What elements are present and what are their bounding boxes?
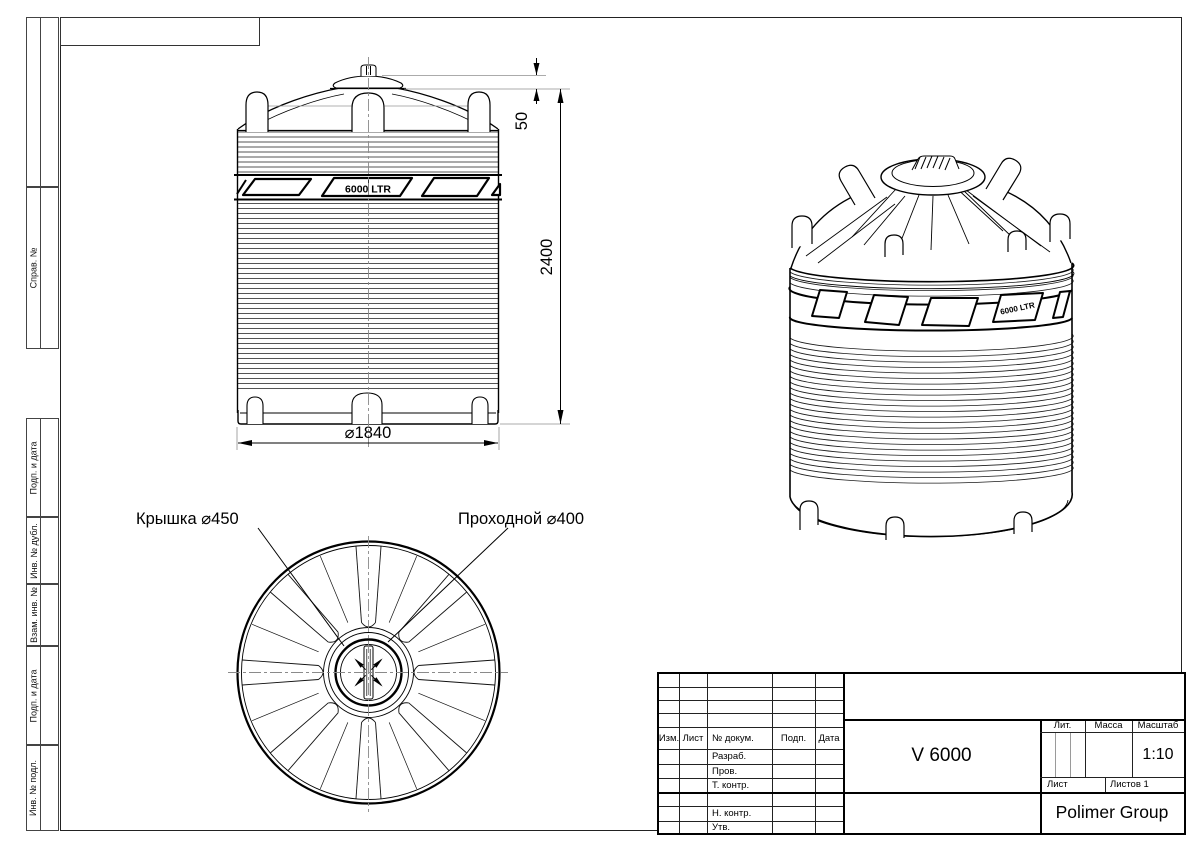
top-callouts: [136, 510, 584, 646]
tb-doc-name: V 6000: [911, 744, 972, 766]
iso-view: [789, 156, 1074, 540]
tb-col-podp: Подп.: [780, 732, 807, 744]
top-view: [136, 510, 584, 812]
tb-scale-label: Масштаб: [1137, 720, 1179, 731]
tb-col-data: Дата: [818, 732, 840, 744]
front-lug-right: [468, 92, 490, 132]
front-lug-left: [246, 92, 268, 132]
iso-lug-right: [1050, 214, 1070, 242]
iso-lug-sky-left: [839, 165, 875, 205]
tb-mass-label: Масса: [1094, 720, 1123, 731]
tb-col-izm: Изм.: [658, 732, 680, 744]
front-foot-left: [247, 397, 263, 424]
stamp-cell-podp-data-1: Подп. и дата: [26, 418, 59, 517]
front-view: [234, 57, 570, 450]
iso-foot-right: [1014, 512, 1032, 534]
iso-foot-center: [886, 517, 904, 540]
tb-company: Polimer Group: [1055, 802, 1169, 822]
iso-lug-sky-right: [986, 158, 1021, 200]
tb-row-tkontr: Т. контр.: [712, 779, 750, 791]
iso-cap: [881, 156, 985, 195]
tb-scale-value: 1:10: [1142, 745, 1174, 763]
iso-foot-left: [800, 501, 818, 530]
iso-lug-left: [792, 216, 812, 248]
front-lug-center: [352, 93, 384, 132]
callout-lid: Крышка ⌀450: [136, 510, 239, 528]
front-lid: [330, 65, 406, 89]
dim-diameter: ⌀1840: [344, 424, 392, 442]
dim-cap-height: 50: [513, 111, 531, 131]
tb-sheet-label: Лист: [1047, 779, 1068, 790]
callout-pass: Проходной ⌀400: [458, 510, 585, 528]
title-block: [657, 672, 1186, 835]
stamp-cell-vzam-inv: Взам. инв. №: [26, 584, 59, 646]
tb-sheets-label: Листов 1: [1110, 779, 1149, 790]
front-foot-right: [472, 397, 488, 424]
front-dimensions: [237, 58, 570, 450]
stamp-cell-inv-dubl: Инв. № дубл.: [26, 517, 59, 584]
front-ribs: [238, 132, 498, 389]
tb-row-utv: Утв.: [712, 821, 731, 833]
stamp-cell-sprav-no: Справ. №: [26, 187, 59, 349]
dim-total-height: 2400: [538, 238, 556, 276]
stamp-cell-podp-data-2: Подп. и дата: [26, 646, 59, 745]
front-label-band: [234, 175, 502, 200]
iso-lug-front-left: [885, 235, 903, 257]
front-foot-center: [352, 393, 382, 424]
iso-band-text: 6000 LTR: [999, 300, 1036, 317]
tb-row-blank: [712, 792, 772, 806]
iso-label-band: [789, 287, 1072, 331]
tb-row-prov: Пров.: [712, 765, 738, 777]
tb-col-list: Лист: [682, 732, 704, 744]
stamp-cell-inv-podl: Инв. № подл.: [26, 745, 59, 831]
tb-col-dokum: № докум.: [712, 732, 754, 744]
tb-row-nkontr: Н. контр.: [712, 808, 752, 819]
tb-row-razrab: Разраб.: [712, 751, 747, 762]
tb-lit-label: Лит.: [1053, 720, 1072, 731]
iso-lug-front-right: [1008, 231, 1026, 252]
front-band-text: 6000 LTR: [345, 183, 391, 196]
